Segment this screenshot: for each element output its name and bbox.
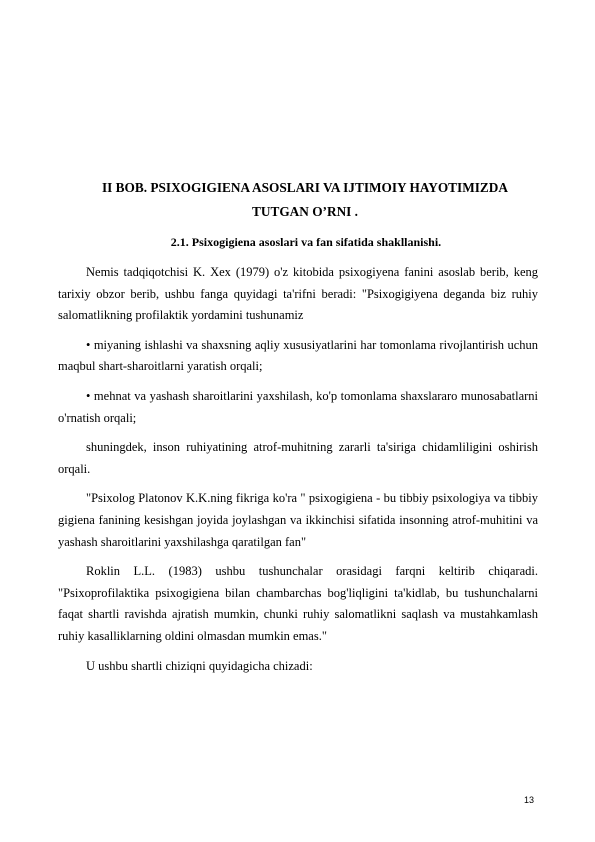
paragraph-roklin: Roklin L.L. (1983) ushbu tushunchalar orasidagi farqni keltirib chiqaradi. "Psixoprofilaktika psixogigiena bilan chambarchas bog'liqligini ta'kidlab, bu tushunchalarni faqat shartli ravishda ajratish mumkin, chunki ruhiy salomatlikni saqlash va mustahkamlash ruhiy kasalliklarning oldini olmasdan mumkin emas." bbox=[58, 564, 538, 643]
paragraph-bullet-brain: • miyaning ishlashi va shaxsning aqliy xususiyatlarini har tomonlama rivojlantirish uchun maqbul shart-sharoitlarni yaratish orqali; bbox=[58, 337, 538, 374]
page-number: 13 bbox=[524, 795, 535, 805]
chapter-title-line1: II BOB. PSIXOGIGIENA ASOSLARI VA IJTIMOIY HAYOTIMIZDA bbox=[101, 180, 509, 195]
paragraph-resilience: shuningdek, inson ruhiyatining atrof-muhitning zararli ta'siriga chidamliligini oshirish orqali. bbox=[58, 440, 538, 476]
chapter-title-line2: TUTGAN O’RNI . bbox=[251, 204, 358, 219]
paragraph-bullet-work: • mehnat va yashash sharoitlarini yaxshilash, ko'p tomonlama shaxslararo munosabatlarni o'rnatish orqali; bbox=[58, 388, 538, 425]
chapter-title bbox=[58, 176, 538, 224]
paragraph-platonov: "Psixolog Platonov K.K.ning fikriga ko'ra " psixogigiena - bu tibbiy psixologiya va tibbiy gigiena fanining kesishgan joyida joylashgan va ikkinchisi sifatida insonning atrof-muhitini va yashash sharoitlarini yaxshilashga qaratilgan fan" bbox=[58, 491, 538, 549]
page-content bbox=[58, 176, 538, 677]
paragraph-conditional-line: U ushbu shartli chiziqni quyidagicha chizadi: bbox=[86, 658, 313, 673]
section-title: 2.1. Psixogigiena asoslari va fan sifatida shakllanishi. bbox=[170, 235, 442, 249]
paragraph-definition-intro: Nemis tadqiqotchisi K. Xex (1979) o'z kitobida psixogiyena fanini asoslab berib, keng tarixiy obzor berib, ushbu fanga quyidagi ta'rifni beradi: "Psixogigiyena deganda biz ruhiy salomatlikning profilaktik yordamini tushunamiz bbox=[58, 265, 538, 323]
